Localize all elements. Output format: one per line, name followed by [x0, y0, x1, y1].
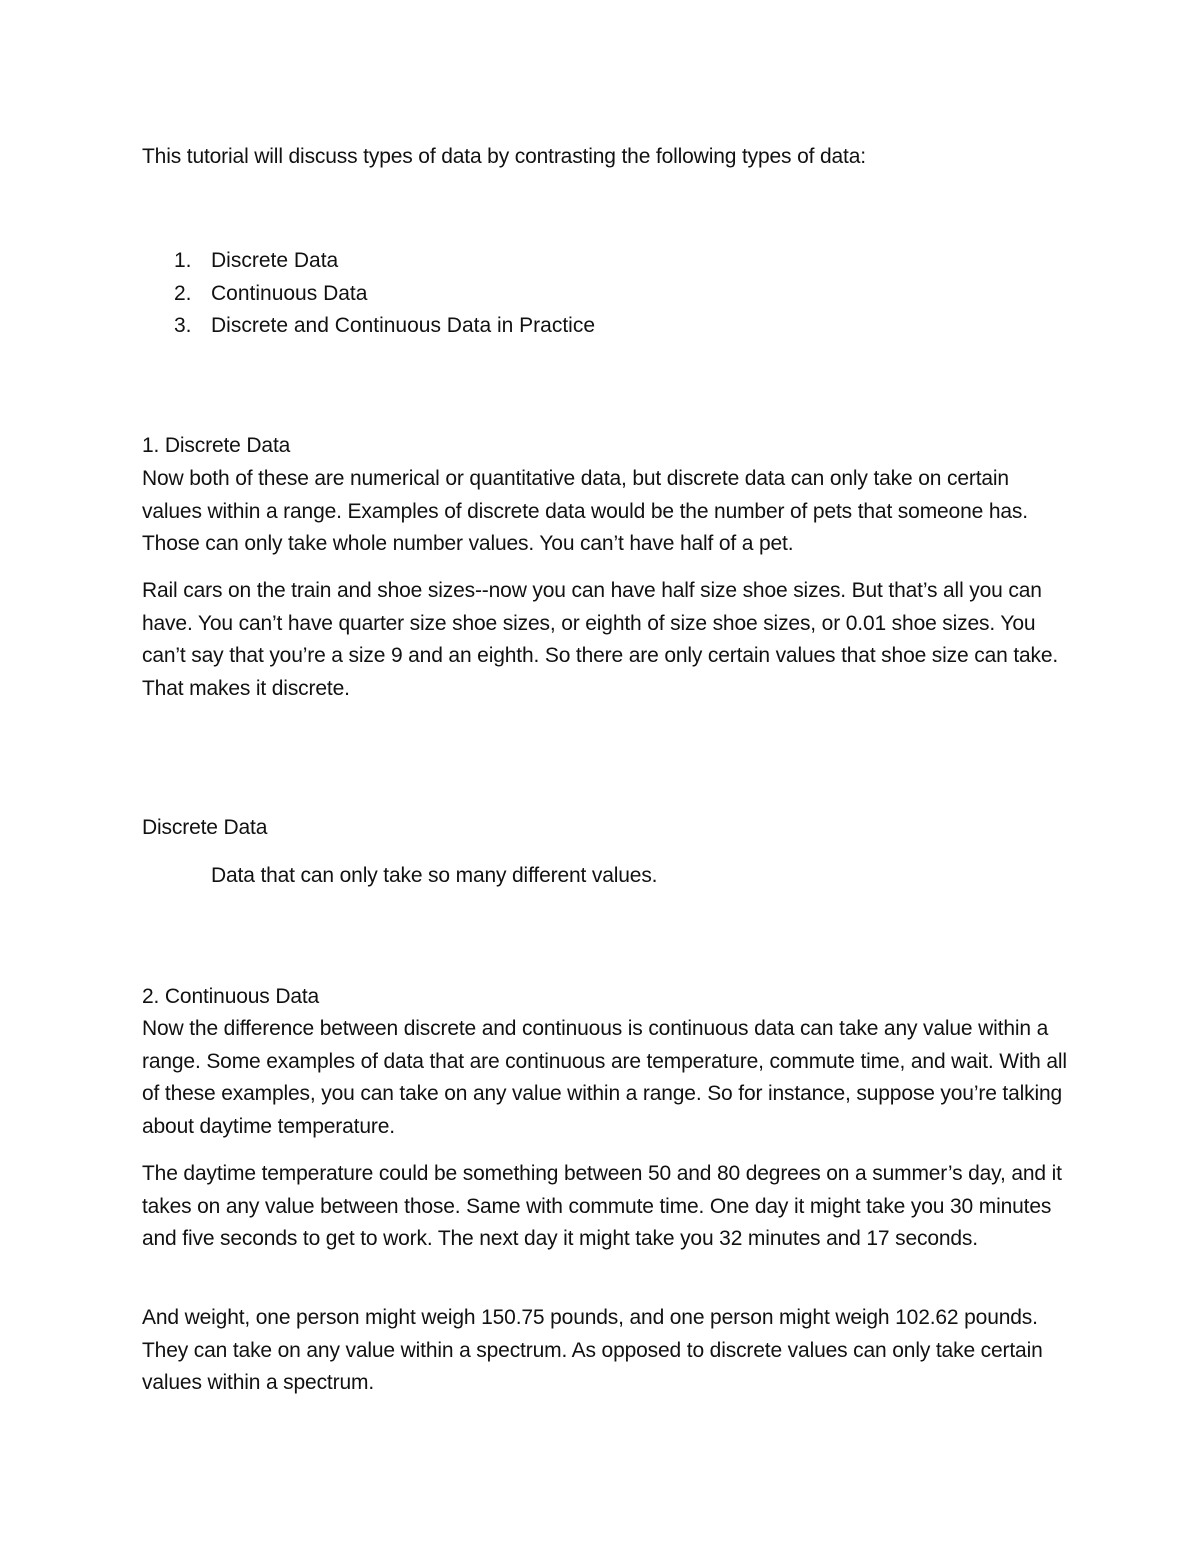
- list-number: 1.: [174, 249, 192, 272]
- list-number: 2.: [174, 281, 192, 305]
- list-item: [174, 245, 595, 278]
- list-number: 3.: [174, 314, 192, 337]
- paragraph: And weight, one person might weigh 150.75 pounds, and one person might weigh 102.62 pounds. They can take on any value within a spectrum. As opposed to discrete values can only take certain values within a spectrum.: [142, 1306, 1043, 1394]
- list-label: Discrete and Continuous Data in Practice: [211, 314, 596, 337]
- section-heading: 2. Continuous Data: [142, 985, 320, 1008]
- list-item: [174, 278, 595, 311]
- paragraph: The daytime temperature could be something between 50 and 80 degrees on a summer’s day, and it takes on any value between those. Same with commute time. One day it might take you 30 minutes and five seconds to get to work. The next day it might take you 32 minutes and 17 seconds.: [142, 1162, 1062, 1250]
- paragraph: Now both of these are numerical or quantitative data, but discrete data can only take on certain values within a range. Examples of discrete data would be the number of pets that someone has. Those can only take whole number values. You can’t have half of a pet.: [142, 467, 1028, 555]
- paragraph: Now the difference between discrete and continuous is continuous data can take any value within a range. Some examples of data that are continuous are temperature, commute time, and wait. With all of these examples, you can take on any value within a range. So for instance, suppose you’re talking about daytime temperature.: [142, 1017, 1067, 1138]
- section-heading: 1. Discrete Data: [142, 434, 291, 457]
- intro-text: This tutorial will discuss types of data by contrasting the following types of data:: [142, 145, 866, 168]
- topic-list: [174, 245, 595, 343]
- list-item: [174, 310, 595, 343]
- definition-text: Data that can only take so many different values.: [211, 864, 658, 887]
- paragraph: Rail cars on the train and shoe sizes--now you can have half size shoe sizes. But that’s all you can have. You can’t have quarter size shoe sizes, or eighth of size shoe sizes, or 0.01 shoe sizes. You can’t say that you’re a size 9 and an eighth. So there are only certain values that shoe size can take. That makes it discrete.: [142, 579, 1059, 700]
- list-label: Discrete Data: [211, 249, 339, 272]
- definition-term: Discrete Data: [142, 816, 268, 839]
- list-label: Continuous Data: [211, 281, 368, 305]
